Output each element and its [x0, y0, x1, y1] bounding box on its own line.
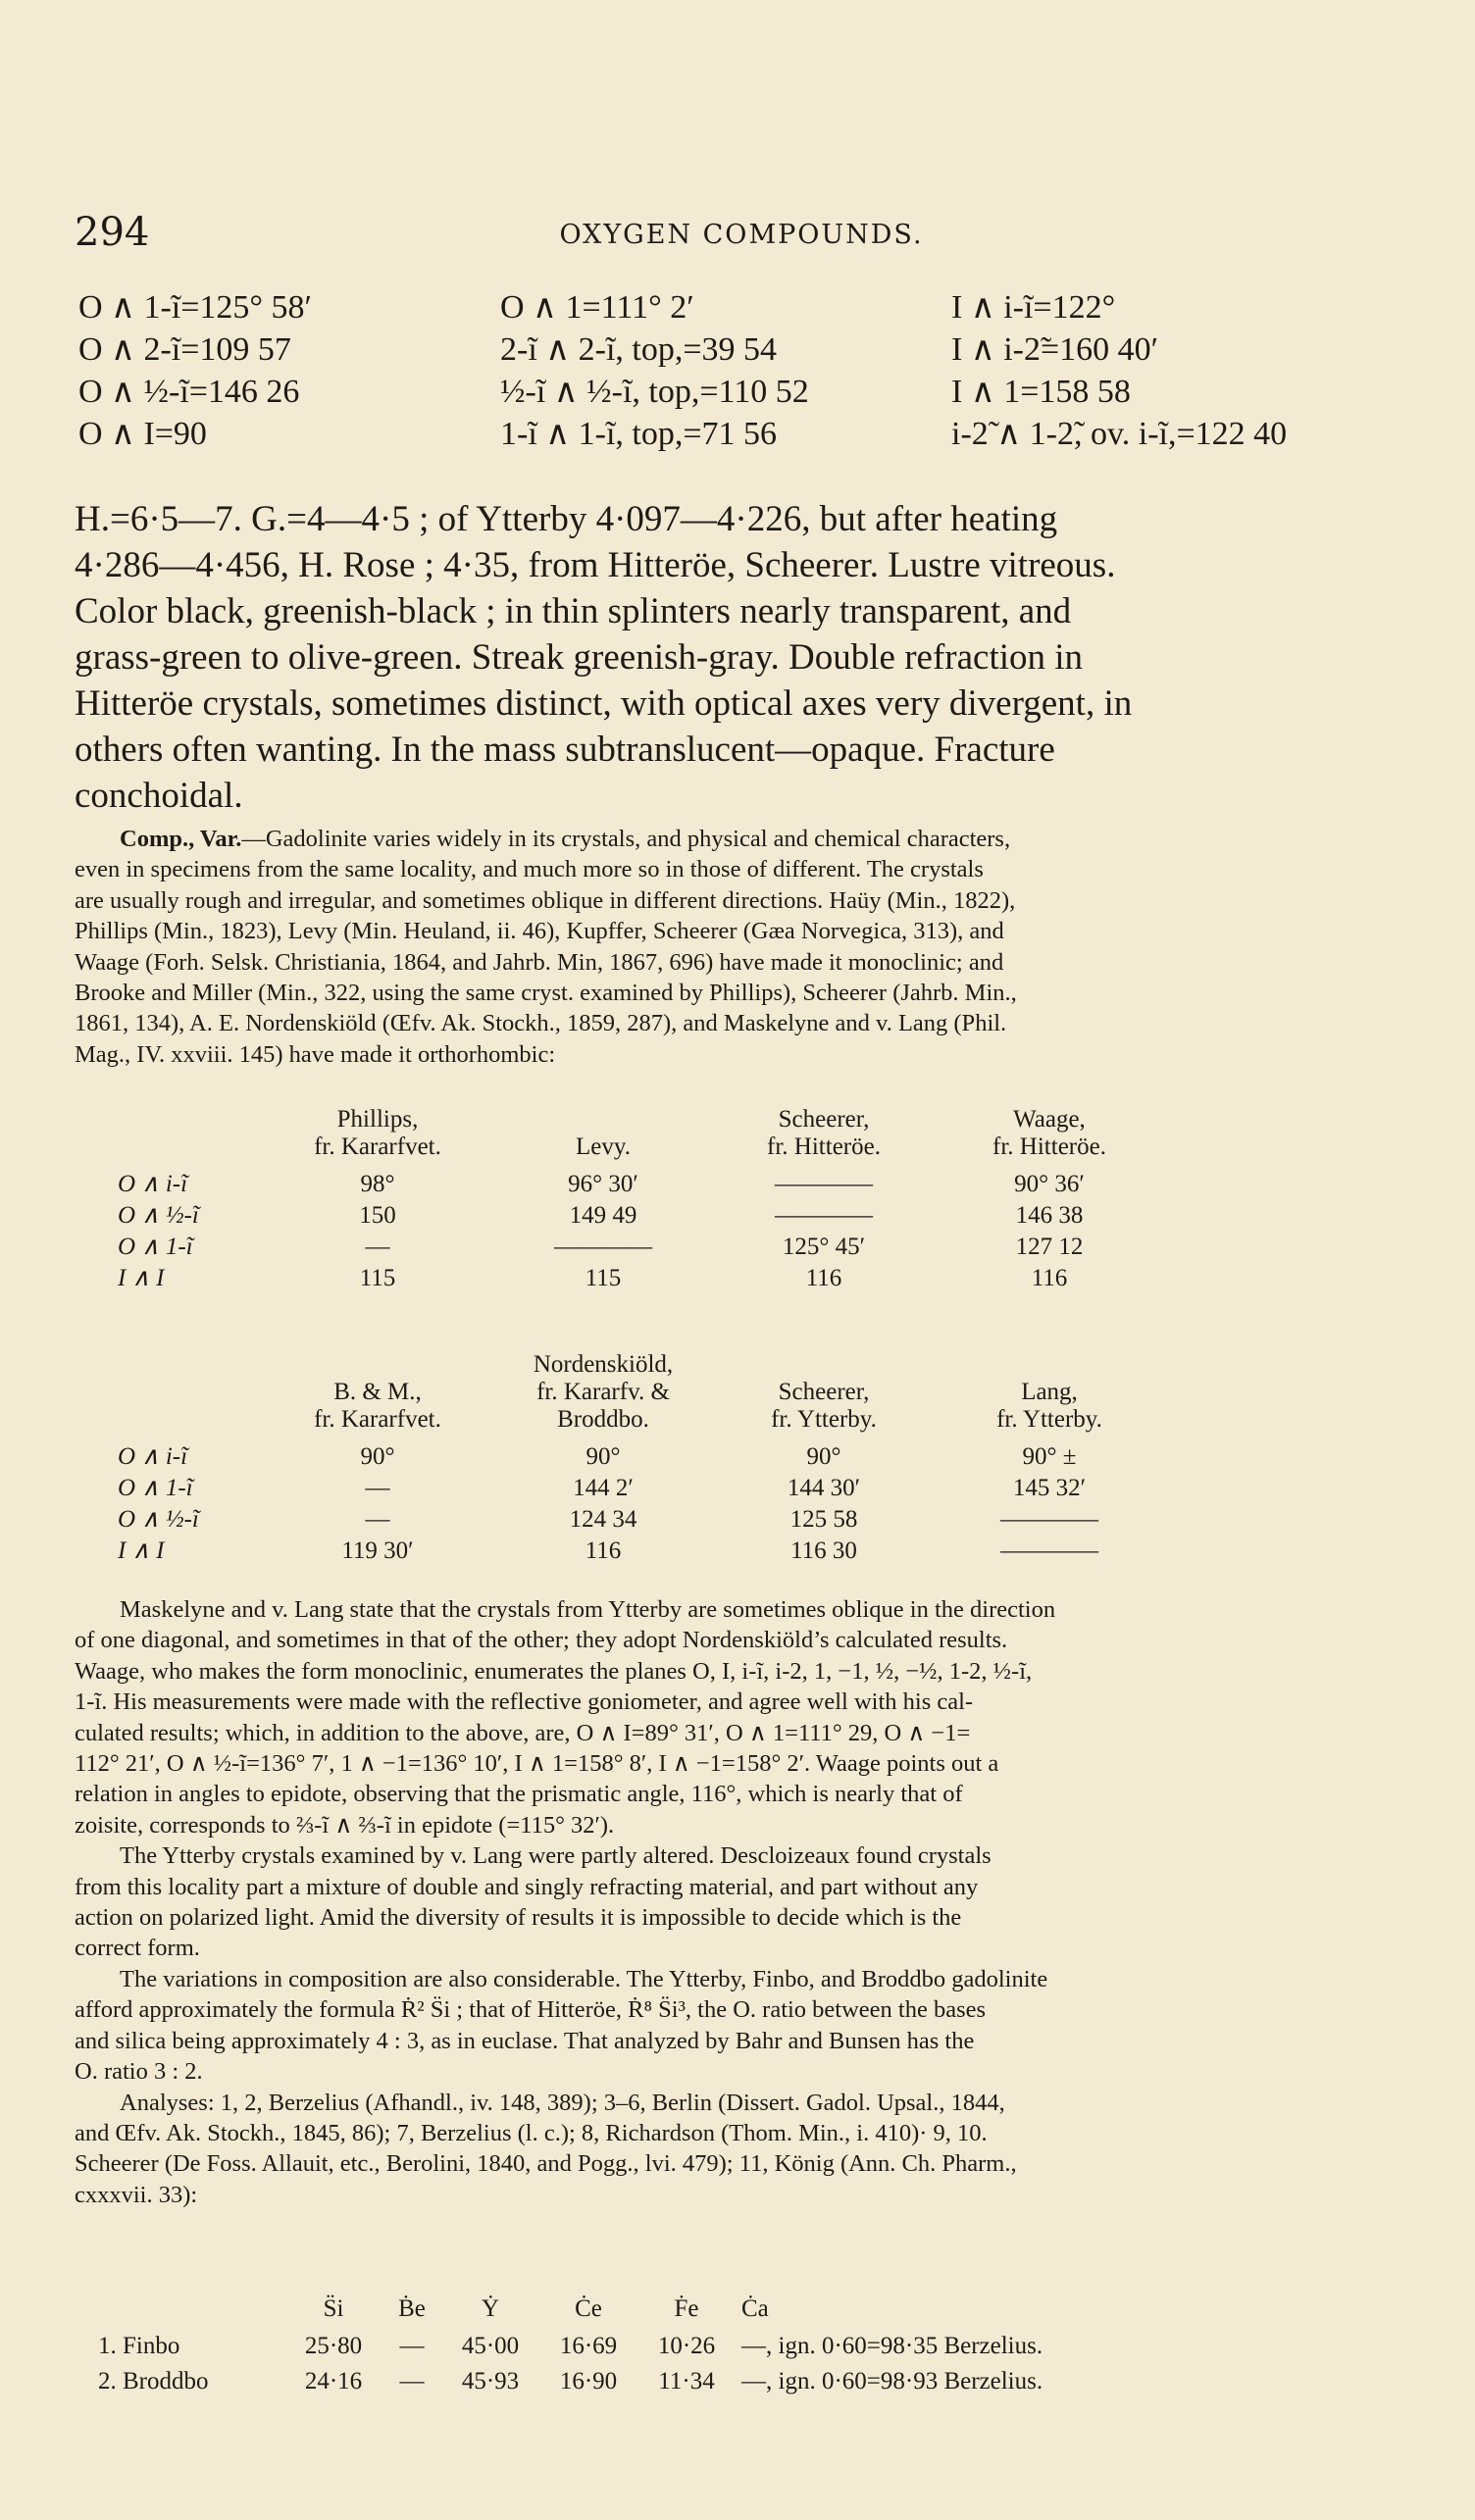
table-cell: 145 32′	[1012, 1475, 1087, 1501]
table-cell: ————	[554, 1234, 652, 1260]
table-cell: 90°	[585, 1443, 621, 1470]
remark-line: relation in angles to epidote, observing that the prismatic angle, 116°, which is nearly that of	[75, 1781, 963, 1808]
description-line: Color black, greenish-black ; in thin splinters nearly transparent, and	[75, 591, 1072, 631]
remark-line: 112° 21′, O ∧ ½-ĩ=136° 7′, 1 ∧ −1=136° 10′, I ∧ 1=158° 8′, I ∧ −1=158° 2′. Waage points out a	[75, 1750, 999, 1778]
remark-line: of one diagonal, and sometimes in that of the other; they adopt Nordenskiöld’s calculated results.	[75, 1627, 1008, 1654]
measurement-table-2	[118, 1351, 1147, 1567]
measurement-table-1	[118, 1106, 1147, 1294]
comp-line: even in specimens from the same locality, and much more so in those of different. The crystals	[75, 856, 984, 883]
comp-line: Comp., Var.—Gadolinite varies widely in its crystals, and physical and chemical characters,	[120, 826, 1011, 852]
remark-line: Maskelyne and v. Lang state that the crystals from Ytterby are sometimes oblique in the direction	[120, 1596, 1056, 1623]
description-line: 4·286—4·456, H. Rose ; 4·35, from Hitteröe, Scheerer. Lustre vitreous.	[75, 545, 1116, 585]
angle-item: i-2̃ ∧ 1-2̃, ov. i-ĩ,=122 40	[951, 416, 1288, 452]
description-line: H.=6·5—7. G.=4—4·5 ; of Ytterby 4·097—4·226, but after heating	[75, 499, 1058, 539]
table-row	[98, 2364, 1043, 2399]
table-cell: 16·90	[559, 2368, 618, 2394]
angle-item: I ∧ i-2̃=160 40′	[951, 331, 1159, 368]
table-cell: 119 30′	[341, 1537, 414, 1564]
table-cell: 144 30′	[787, 1475, 861, 1501]
table-row	[118, 1263, 1147, 1294]
comp-line: Brooke and Miller (Min., 322, using the same cryst. examined by Phillips), Scheerer (Jahrb. Min.,	[75, 980, 1017, 1007]
description-line: others often wanting. In the mass subtranslucent—opaque. Fracture	[75, 730, 1055, 770]
table-row	[118, 1441, 1147, 1473]
sample-name: 2. Broddbo	[98, 2368, 209, 2394]
angle-item: O ∧ 1-ĩ=125° 58′	[78, 289, 312, 326]
description-line: grass-green to olive-green. Streak greenish-gray. Double refraction in	[75, 637, 1084, 678]
table-cell: 116	[585, 1537, 622, 1564]
remark-line: zoisite, corresponds to ⅔-ĩ ∧ ⅔-ĩ in epidote (=115° 32′).	[75, 1811, 615, 1839]
angle-item: O ∧ I=90	[78, 416, 207, 452]
comp-lead: Comp., Var.	[120, 826, 242, 852]
table-cell: 116	[805, 1265, 842, 1291]
angle-item: ½-ĩ ∧ ½-ĩ, top,=110 52	[500, 374, 809, 410]
remark-line: Waage, who makes the form monoclinic, enumerates the planes O, I, i-ĩ, i-2, 1, −1, ½, −½, 1-2, ½-ĩ,	[75, 1657, 1033, 1685]
description-line: conchoidal.	[75, 776, 243, 816]
angle-item: 1-ĩ ∧ 1-ĩ, top,=71 56	[500, 416, 778, 452]
table-header-row	[118, 1106, 1147, 1169]
table-cell: ————	[1000, 1506, 1098, 1533]
column-header: Nordenskiöld, fr. Kararfv. & Broddbo.	[533, 1351, 674, 1433]
column-header: B. & M., fr. Kararfvet.	[314, 1379, 441, 1433]
row-label: O ∧ 1-ĩ	[118, 1475, 193, 1501]
table-cell: 90°	[360, 1443, 395, 1470]
sample-name: 1. Finbo	[98, 2333, 180, 2359]
comp-line: Waage (Forh. Selsk. Christiania, 1864, and Jahrb. Min, 1867, 696) have made it monoclinic; and	[75, 948, 1004, 976]
column-header: Ḃe	[398, 2295, 426, 2322]
table-cell: 90° 36′	[1014, 1171, 1085, 1197]
table-row	[118, 1200, 1147, 1232]
table-cell: 146 38	[1015, 1202, 1084, 1229]
comp-line: are usually rough and irregular, and sometimes oblique in different directions. Haüy (Min., 1822),	[75, 886, 1016, 914]
comp-line: Mag., IV. xxviii. 145) have made it orthorhombic:	[75, 1040, 556, 1068]
column-header: Phillips, fr. Kararfvet.	[314, 1106, 441, 1160]
column-header: Lang, fr. Ytterby.	[996, 1379, 1102, 1433]
angle-item: I ∧ i-ĩ=122°	[951, 289, 1116, 326]
table-cell: 149 49	[569, 1202, 637, 1229]
remark-line: culated results; which, in addition to the above, are, O ∧ I=89° 31′, O ∧ 1=111° 29, O ∧ −1=	[75, 1719, 971, 1746]
table-cell: ————	[775, 1202, 873, 1229]
table-cell: 125 58	[789, 1506, 858, 1533]
table-cell: ————	[1000, 1537, 1098, 1564]
remark-line: correct form.	[75, 1935, 200, 1962]
row-label: I ∧ I	[118, 1537, 165, 1564]
remark-line: O. ratio 3 : 2.	[75, 2058, 203, 2086]
column-header: Scheerer, fr. Hitteröe.	[767, 1106, 881, 1160]
table-cell: 125° 45′	[782, 1234, 866, 1260]
table-cell: 144 2′	[573, 1475, 634, 1501]
column-header: Ċa	[741, 2295, 769, 2322]
table-cell: 10·26	[657, 2333, 716, 2359]
table-row	[98, 2329, 1043, 2364]
angle-item: 2-ĩ ∧ 2-ĩ, top,=39 54	[500, 331, 778, 368]
table-cell: 45·00	[461, 2333, 520, 2359]
table-cell: 150	[359, 1202, 396, 1229]
angle-item: O ∧ 1=111° 2′	[500, 289, 694, 326]
column-header: Levy.	[576, 1134, 631, 1160]
description-line: Hitteröe crystals, sometimes distinct, with optical axes very divergent, in	[75, 683, 1133, 724]
analyses-table	[98, 2290, 1043, 2399]
remarks-paragraphs	[75, 1594, 1408, 2210]
table-header-row	[118, 1351, 1147, 1441]
table-row	[118, 1473, 1147, 1504]
angle-column-2	[500, 286, 809, 455]
remark-line: and silica being approximately 4 : 3, as in euclase. That analyzed by Bahr and Bunsen has the	[75, 2027, 975, 2054]
remark-line: 1-ĩ. His measurements were made with the reflective goniometer, and agree well with his cal-	[75, 1688, 974, 1716]
remark-line: afford approximately the formula Ṙ² S̈i ; that of Hitteröe, Ṙ⁸ S̈i³, the O. ratio between the bases	[75, 1996, 987, 2024]
angle-column-3	[951, 286, 1287, 455]
remark-line: The variations in composition are also considerable. The Ytterby, Finbo, and Broddbo gadolinite	[120, 1965, 1048, 1992]
remark-line: and Œfv. Ak. Stockh., 1845, 86); 7, Berzelius (l. c.); 8, Richardson (Thom. Min., i. 410)· 9, 10.	[75, 2119, 988, 2146]
column-header: Waage, fr. Hitteröe.	[992, 1106, 1106, 1160]
table-cell: 98°	[360, 1171, 395, 1197]
remark-line: The Ytterby crystals examined by v. Lang were partly altered. Descloizeaux found crystals	[120, 1842, 992, 1870]
remark-line: Analyses: 1, 2, Berzelius (Afhandl., iv. 148, 389); 3–6, Berlin (Dissert. Gadol. Upsal., 1844,	[120, 2089, 1005, 2116]
angle-item: O ∧ ½-ĩ=146 26	[78, 374, 300, 410]
angle-column-1	[78, 286, 312, 455]
table-cell: —	[399, 2333, 425, 2359]
page-number: 294	[75, 210, 150, 255]
column-header: Ḟe	[674, 2295, 699, 2322]
table-cell: —	[365, 1475, 390, 1501]
angle-item: O ∧ 2-ĩ=109 57	[78, 331, 291, 368]
remark-line: cxxxvii. 33):	[75, 2181, 198, 2208]
table-cell: 115	[359, 1265, 396, 1291]
table-cell: 90° ±	[1022, 1443, 1077, 1470]
remark-line: Scheerer (De Foss. Allauit, etc., Berolini, 1840, and Pogg., lvi. 479); 11, König (Ann. Ch. Pharm.,	[75, 2150, 1017, 2178]
table-row	[118, 1536, 1147, 1567]
row-label: O ∧ ½-ĩ	[118, 1202, 199, 1229]
table-cell: 115	[585, 1265, 622, 1291]
table-cell: —	[365, 1506, 390, 1533]
angle-item: I ∧ 1=158 58	[951, 374, 1131, 410]
table-cell: 25·80	[304, 2333, 363, 2359]
column-header: Ẏ	[481, 2295, 500, 2322]
column-header: Ċe	[575, 2295, 602, 2322]
running-head: OXYGEN COMPOUNDS.	[559, 220, 924, 250]
composition-paragraph	[75, 824, 1408, 1070]
table-cell: —, ign. 0·60=98·35 Berzelius.	[741, 2333, 1043, 2359]
row-label: O ∧ ½-ĩ	[118, 1506, 199, 1533]
table-cell: 124 34	[569, 1506, 637, 1533]
comp-line: 1861, 134), A. E. Nordenskiöld (Œfv. Ak. Stockh., 1859, 287), and Maskelyne and v. Lang (Phil.	[75, 1010, 1007, 1037]
column-header: Scheerer, fr. Ytterby.	[771, 1379, 877, 1433]
physical-description	[75, 496, 1408, 819]
table-row	[118, 1232, 1147, 1263]
row-label: I ∧ I	[118, 1265, 165, 1291]
table-cell: 16·69	[559, 2333, 618, 2359]
table-cell: 90°	[806, 1443, 841, 1470]
comp-line: Phillips (Min., 1823), Levy (Min. Heuland, ii. 46), Kupffer, Scheerer (Gæa Norvegica, 313), and	[75, 918, 1004, 945]
remark-line: from this locality part a mixture of double and singly refracting material, and part without any	[75, 1873, 979, 1900]
table-cell: 11·34	[658, 2368, 715, 2394]
table-cell: 96° 30′	[568, 1171, 638, 1197]
table-cell: ————	[775, 1171, 873, 1197]
row-label: O ∧ 1-ĩ	[118, 1234, 193, 1260]
table-cell: 127 12	[1015, 1234, 1084, 1260]
table-cell: 45·93	[461, 2368, 520, 2394]
table-row	[118, 1169, 1147, 1200]
table-row	[118, 1504, 1147, 1536]
remark-line: action on polarized light. Amid the diversity of results it is impossible to decide which is the	[75, 1904, 962, 1932]
page-header	[75, 210, 1408, 269]
column-header: S̈i	[323, 2295, 344, 2322]
table-cell: —	[365, 1234, 390, 1260]
table-cell: 116	[1031, 1265, 1068, 1291]
table-cell: —, ign. 0·60=98·93 Berzelius.	[741, 2368, 1043, 2394]
table-cell: 116 30	[790, 1537, 857, 1564]
table-header-row	[98, 2290, 1043, 2329]
row-label: O ∧ i-ĩ	[118, 1171, 188, 1197]
table-cell: —	[399, 2368, 425, 2394]
table-cell: 24·16	[304, 2368, 363, 2394]
row-label: O ∧ i-ĩ	[118, 1443, 188, 1470]
